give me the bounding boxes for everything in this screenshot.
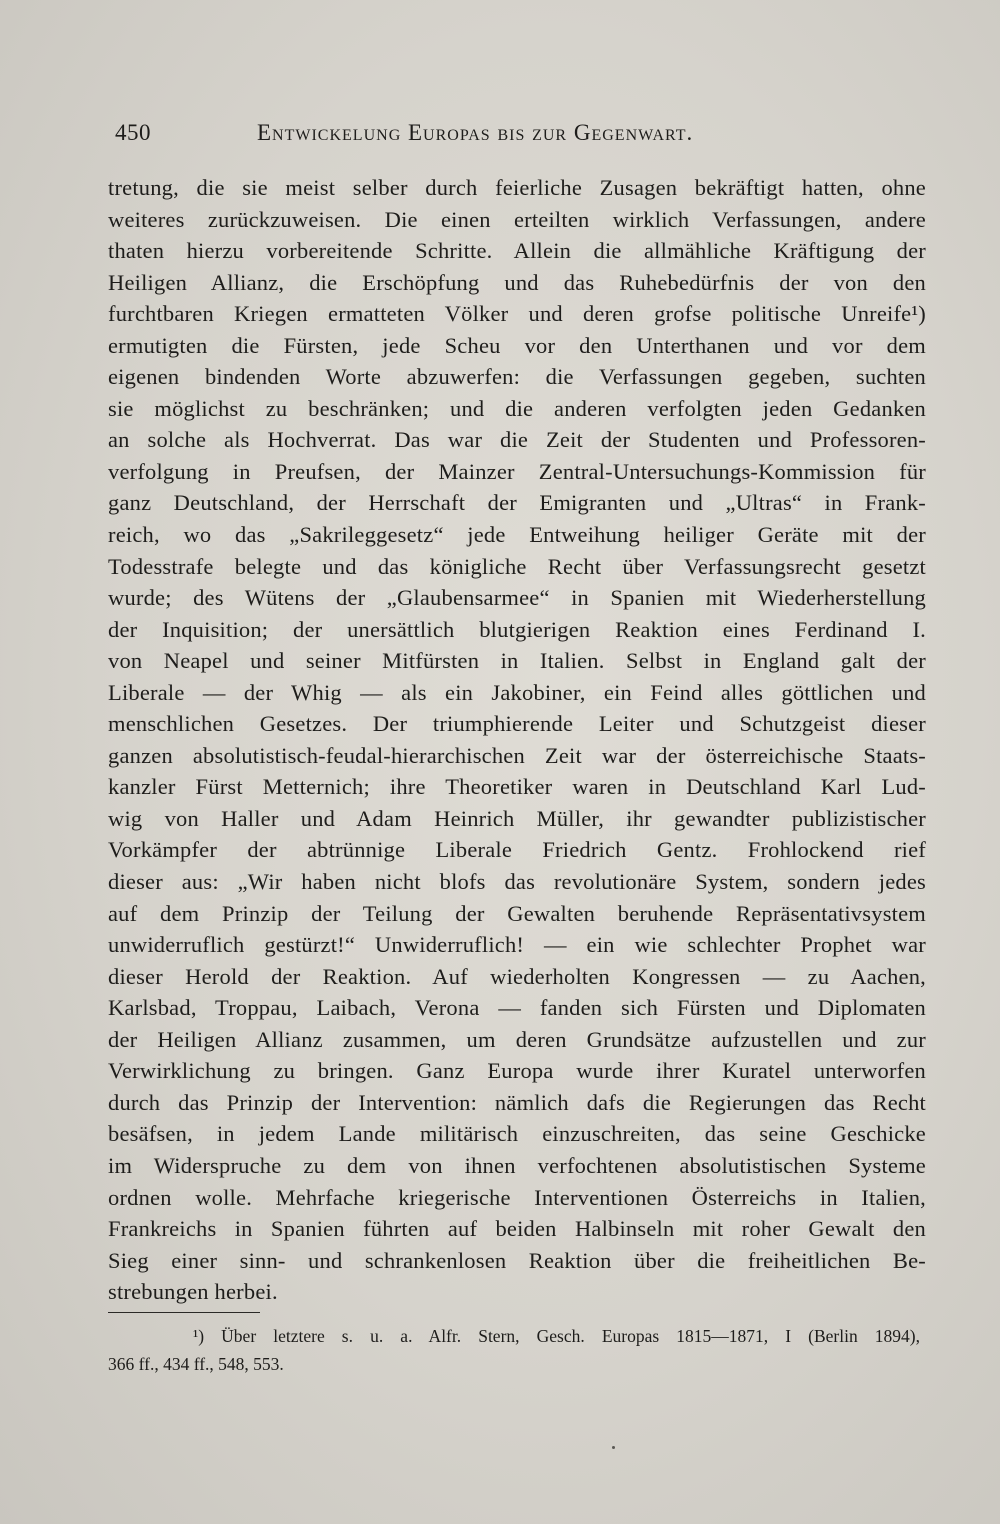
text-line: Frankreichs in Spanien führten auf beiden Halbinseln mit roher Gewalt den	[108, 1216, 926, 1242]
page-header	[115, 120, 890, 154]
footnote-line: 366 ff., 434 ff., 548, 553.	[108, 1354, 284, 1374]
footnote-divider	[108, 1312, 260, 1313]
running-title: Entwickelung Europas bis zur Gegenwart.	[257, 120, 694, 145]
ink-speck	[612, 1446, 615, 1449]
text-line: Verwirklichung zu bringen. Ganz Europa wurde ihrer Kuratel unterworfen	[108, 1058, 926, 1084]
text-line: strebungen herbei.	[108, 1279, 278, 1305]
text-line: menschlichen Gesetzes. Der triumphierende Leiter und Schutzgeist dieser	[108, 711, 926, 737]
text-line: Heiligen Allianz, die Erschöpfung und das Ruhebedürfnis der von den	[108, 269, 926, 295]
text-line: ermutigten die Fürsten, jede Scheu vor den Unterthanen und vor dem	[108, 332, 926, 358]
text-line: wurde; des Wütens der „Glaubensarmee“ in Spanien mit Wiederherstellung	[108, 585, 926, 611]
text-line: tretung, die sie meist selber durch feierliche Zusagen bekräftigt hatten, ohne	[108, 175, 926, 200]
text-line: thaten hierzu vorbereitende Schritte. Allein die allmähliche Kräftigung der	[108, 238, 926, 264]
text-line: von Neapel und seiner Mitfürsten in Italien. Selbst in England galt der	[108, 648, 926, 674]
text-line: unwiderruflich gestürzt!“ Unwiderruflich! — ein wie schlechter Prophet war	[108, 932, 926, 958]
text-line: Liberale — der Whig — als ein Jakobiner, ein Feind alles göttlichen und	[108, 679, 926, 705]
text-line: besäfsen, in jedem Lande militärisch einzuschreiten, das seine Geschicke	[108, 1121, 926, 1147]
text-line: ganzen absolutistisch-feudal-hierarchischen Zeit war der österreichische Staats-	[108, 742, 926, 768]
text-line: sie möglichst zu beschränken; und die anderen verfolgten jeden Gedanken	[108, 395, 926, 421]
text-line: Karlsbad, Troppau, Laibach, Verona — fanden sich Fürsten und Diplomaten	[108, 995, 926, 1021]
text-line: dieser Herold der Reaktion. Auf wiederholten Kongressen — zu Aachen,	[108, 963, 926, 989]
footnote-line: ¹) Über letztere s. u. a. Alfr. Stern, Gesch. Europas 1815—1871, I (Berlin 1894),	[193, 1326, 920, 1346]
footnotes	[108, 1322, 920, 1378]
text-line: durch das Prinzip der Intervention: nämlich dafs die Regierungen das Recht	[108, 1089, 926, 1115]
text-line: auf dem Prinzip der Teilung der Gewalten beruhende Repräsentativsystem	[108, 900, 926, 926]
text-line: Vorkämpfer der abtrünnige Liberale Friedrich Gentz. Frohlockend rief	[108, 837, 926, 863]
text-line: Sieg einer sinn- und schrankenlosen Reaktion über die freiheitlichen Be-	[108, 1247, 926, 1273]
body-text	[108, 172, 926, 1308]
text-line: der Heiligen Allianz zusammen, um deren Grundsätze aufzustellen und zur	[108, 1026, 926, 1052]
text-line: ganz Deutschland, der Herrschaft der Emigranten und „Ultras“ in Frank-	[108, 490, 926, 516]
page-number: 450	[115, 120, 151, 145]
text-line: an solche als Hochverrat. Das war die Zeit der Studenten und Professoren-	[108, 427, 926, 453]
text-line: im Widerspruche zu dem von ihnen verfochtenen absolutistischen Systeme	[108, 1152, 926, 1178]
text-line: der Inquisition; der unersättlich blutgierigen Reaktion eines Ferdinand I.	[108, 616, 926, 642]
text-line: Todesstrafe belegte und das königliche Recht über Verfassungsrecht gesetzt	[108, 553, 926, 579]
text-line: weiteres zurückzuweisen. Die einen erteilten wirklich Verfassungen, andere	[108, 206, 926, 232]
text-line: ordnen wolle. Mehrfache kriegerische Interventionen Österreichs in Italien,	[108, 1184, 926, 1210]
text-line: kanzler Fürst Metternich; ihre Theoretiker waren in Deutschland Karl Lud-	[108, 774, 926, 800]
text-line: verfolgung in Preufsen, der Mainzer Zentral-Untersuchungs-Kommission für	[108, 458, 926, 484]
text-line: furchtbaren Kriegen ermatteten Völker und deren grofse politische Unreife¹)	[108, 301, 926, 327]
text-line: reich, wo das „Sakrileggesetz“ jede Entweihung heiliger Geräte mit der	[108, 522, 926, 548]
text-line: wig von Haller und Adam Heinrich Müller, ihr gewandter publizistischer	[108, 805, 926, 831]
text-line: dieser aus: „Wir haben nicht blofs das revolutionäre System, sondern jedes	[108, 869, 926, 895]
text-line: eigenen bindenden Worte abzuwerfen: die Verfassungen gegeben, suchten	[108, 364, 926, 390]
